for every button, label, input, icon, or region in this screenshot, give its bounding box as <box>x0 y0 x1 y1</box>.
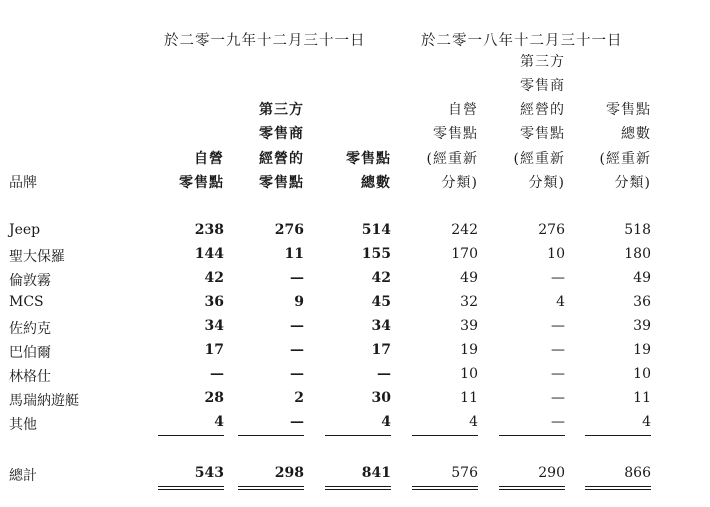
table-cell: 45 <box>371 294 391 310</box>
brand-label: 林格仕 <box>9 369 51 385</box>
table-cell: 49 <box>633 270 651 286</box>
brand-label: Jeep <box>9 222 41 238</box>
total-cell: 290 <box>538 465 565 481</box>
table-cell: 9 <box>294 294 304 310</box>
column-header-1 <box>134 147 224 195</box>
table-cell: 10 <box>633 366 651 382</box>
table-cell: 34 <box>204 318 224 334</box>
column-header-line: 分類) <box>441 174 478 191</box>
total-double-rule-bottom <box>158 489 224 490</box>
table-cell: 17 <box>204 342 224 358</box>
column-header-line: 零售點 <box>520 126 565 143</box>
period-header-2018: 於二零一八年十二月三十一日 <box>421 33 623 49</box>
table-cell: 11 <box>460 390 478 406</box>
table-cell: — <box>290 414 304 430</box>
table-cell: — <box>290 270 304 286</box>
table-cell: — <box>551 342 565 358</box>
column-header-2 <box>214 98 304 195</box>
column-header-line: 零售商 <box>520 78 565 94</box>
table-cell: 39 <box>460 318 478 334</box>
table-cell: 276 <box>274 222 304 238</box>
table-cell: — <box>377 366 391 382</box>
brand-label: 佐約克 <box>9 321 51 337</box>
table-cell: 11 <box>633 390 651 406</box>
table-cell: — <box>210 366 224 382</box>
total-cell: 298 <box>274 465 304 481</box>
total-cell: 841 <box>361 465 391 481</box>
column-header-line: 經營的 <box>520 102 565 119</box>
subtotal-rule <box>325 435 391 436</box>
column-header-line: 零售點 <box>259 174 304 191</box>
column-header-line: (經重新 <box>426 150 478 167</box>
column-header-line: 零售點 <box>606 102 651 119</box>
table-cell: 276 <box>538 222 565 238</box>
column-header-line: (經重新 <box>599 150 651 167</box>
table-cell: 170 <box>451 246 478 262</box>
table-cell: 42 <box>204 270 224 286</box>
total-label: 總計 <box>9 468 37 484</box>
table-cell: 242 <box>451 222 478 238</box>
table-cell: — <box>551 390 565 406</box>
brand-label: 馬瑞納遊艇 <box>9 393 79 409</box>
total-double-rule-bottom <box>412 489 478 490</box>
table-cell: — <box>551 366 565 382</box>
table-cell: 4 <box>469 414 478 430</box>
table-cell: 36 <box>633 294 651 310</box>
table-cell: 28 <box>204 390 224 406</box>
table-cell: — <box>551 414 565 430</box>
total-double-rule-top <box>325 486 391 487</box>
column-header-line: 總數 <box>621 126 651 143</box>
table-cell: 36 <box>204 294 224 310</box>
total-double-rule-bottom <box>238 489 304 490</box>
total-double-rule-bottom <box>325 489 391 490</box>
column-header-line: 分類) <box>614 174 651 191</box>
table-cell: 518 <box>624 222 651 238</box>
table-cell: — <box>551 270 565 286</box>
table-cell: 30 <box>371 390 391 406</box>
subtotal-rule <box>585 435 651 436</box>
brand-label: MCS <box>9 294 44 310</box>
table-cell: — <box>551 318 565 334</box>
table-cell: 39 <box>633 318 651 334</box>
table-cell: — <box>290 342 304 358</box>
total-double-rule-bottom <box>499 489 565 490</box>
table-cell: 4 <box>214 414 224 430</box>
table-cell: 19 <box>460 342 478 358</box>
subtotal-rule <box>158 435 224 436</box>
column-header-line: (經重新 <box>513 150 565 167</box>
table-cell: 10 <box>460 366 478 382</box>
column-header-line: 零售點 <box>179 174 224 191</box>
brand-label: 倫敦霧 <box>9 273 51 289</box>
column-header-line: 經營的 <box>259 150 304 167</box>
total-cell: 866 <box>624 465 651 481</box>
brand-column-header: 品牌 <box>9 175 37 191</box>
column-header-3 <box>301 147 391 195</box>
total-double-rule-top <box>238 486 304 487</box>
column-header-line: 第三方 <box>259 102 304 119</box>
table-cell: 11 <box>284 246 304 262</box>
brand-label: 其他 <box>9 417 37 433</box>
subtotal-rule <box>499 435 565 436</box>
column-header-4 <box>388 98 478 195</box>
total-cell: 576 <box>451 465 478 481</box>
table-cell: 4 <box>642 414 651 430</box>
subtotal-rule <box>238 435 304 436</box>
table-cell: 10 <box>547 246 565 262</box>
brand-label: 巴伯爾 <box>9 345 51 361</box>
column-header-5 <box>475 50 565 195</box>
column-header-line: 零售商 <box>259 126 304 143</box>
total-double-rule-top <box>412 486 478 487</box>
total-double-rule-top <box>585 486 651 487</box>
table-cell: — <box>290 318 304 334</box>
table-cell: 34 <box>371 318 391 334</box>
total-double-rule-top <box>158 486 224 487</box>
table-cell: — <box>290 366 304 382</box>
table-cell: 238 <box>194 222 224 238</box>
table-cell: 4 <box>556 294 565 310</box>
total-double-rule-bottom <box>585 489 651 490</box>
period-header-2019: 於二零一九年十二月三十一日 <box>164 33 366 49</box>
column-header-line: 自營 <box>448 102 478 119</box>
brand-label: 聖大保羅 <box>9 249 65 265</box>
table-cell: 180 <box>624 246 651 262</box>
total-cell: 543 <box>194 465 224 481</box>
column-header-line: 自營 <box>194 150 224 167</box>
table-cell: 2 <box>294 390 304 406</box>
subtotal-rule <box>412 435 478 436</box>
table-cell: 155 <box>361 246 391 262</box>
table-cell: 42 <box>371 270 391 286</box>
column-header-line: 分類) <box>528 174 565 191</box>
table-cell: 144 <box>194 246 224 262</box>
column-header-6 <box>561 98 651 195</box>
table-cell: 19 <box>633 342 651 358</box>
table-cell: 49 <box>460 270 478 286</box>
column-header-line: 零售點 <box>433 126 478 143</box>
total-double-rule-top <box>499 486 565 487</box>
table-cell: 514 <box>361 222 391 238</box>
table-cell: 32 <box>460 294 478 310</box>
column-header-line: 總數 <box>361 174 391 191</box>
column-header-line: 零售點 <box>346 150 391 167</box>
table-cell: 17 <box>371 342 391 358</box>
table-cell: 4 <box>381 414 391 430</box>
column-header-line: 第三方 <box>520 53 565 70</box>
